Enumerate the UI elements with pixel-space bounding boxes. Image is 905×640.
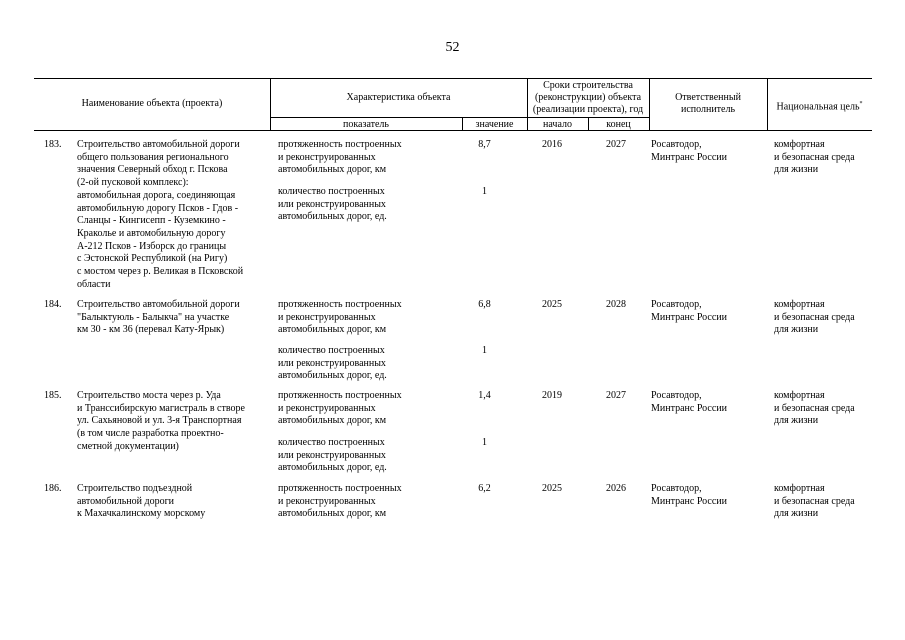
header-goal [767, 98, 872, 113]
header-end: конец [606, 119, 631, 130]
header-start: начало [543, 119, 572, 130]
row-185-executor: Росавтодор, Минтранс России [651, 390, 727, 414]
row-183-start: 2016 [542, 139, 562, 150]
header-value: значение [475, 119, 514, 130]
row-184-indicator-count: количество построенных или реконструированных автомобильных дорог, ед. [278, 345, 387, 382]
row-185-name: Строительство моста через р. Уда и Транссибирскую магистраль в створе ул. Сахьяновой и ул. 3-я Транспортная (в том числе разработка проектно- сметной документации) [77, 390, 245, 452]
row-184-indicator-length: протяженность построенных и реконструированных автомобильных дорог, км [278, 299, 402, 336]
row-183-indicator-length: протяженность построенных и реконструированных автомобильных дорог, км [278, 139, 402, 176]
row-183-executor: Росавтодор, Минтранс России [651, 139, 727, 163]
row-185-value-count: 1 [482, 437, 487, 448]
row-183-number: 183. [44, 139, 62, 150]
row-186-number: 186. [44, 483, 62, 494]
row-183-name: Строительство автомобильной дороги общего пользования регионального значения Северный обход г. Пскова (2-ой пусковой комплекс): автомобильная дорога, соединяющая автомобильную дорогу Псков - Гдов - Сланцы - Кингисепп - Куземкино - Краколье и автомобильную дорогу А-212 Псков - Изборск до границы с Эстонской Республикой (на Ригу) с мостом через р. Великая в Псковской области [77, 139, 244, 290]
row-184-value-count: 1 [482, 345, 487, 356]
row-186-end: 2026 [606, 483, 626, 494]
row-186-name: Строительство подъездной автомобильной дороги к Махачкалинскому морскому [77, 483, 206, 520]
header-terms: Сроки строительства (реконструкции) объекта (реализации проекта), год [532, 80, 644, 115]
row-186-value-length: 6,2 [478, 483, 491, 494]
header-goal-text: Национальная цель [776, 101, 860, 113]
row-184-value-length: 6,8 [478, 299, 491, 310]
row-186-start: 2025 [542, 483, 562, 494]
row-184-name: Строительство автомобильной дороги "Балыктуюль - Балыкча" на участке км 30 - км 36 (перевал Кату-Ярык) [77, 299, 240, 336]
row-184-start: 2025 [542, 299, 562, 310]
row-183-value-count: 1 [482, 186, 487, 197]
row-183-indicator-count: количество построенных или реконструированных автомобильных дорог, ед. [278, 186, 387, 223]
header-characteristics: Характеристика объекта [346, 92, 451, 103]
row-185-start: 2019 [542, 390, 562, 401]
row-183-goal: комфортная и безопасная среда для жизни [774, 139, 855, 176]
row-183-value-length: 8,7 [478, 139, 491, 150]
row-184-end: 2028 [606, 299, 626, 310]
row-184-goal: комфортная и безопасная среда для жизни [774, 299, 855, 336]
row-185-number: 185. [44, 390, 62, 401]
row-183-end: 2027 [606, 139, 626, 150]
row-184-executor: Росавтодор, Минтранс России [651, 299, 727, 323]
header-name-col: Наименование объекта (проекта) [81, 98, 223, 109]
row-186-goal: комфортная и безопасная среда для жизни [774, 483, 855, 520]
row-185-end: 2027 [606, 390, 626, 401]
header-executor: Ответственный исполнитель [675, 92, 741, 115]
row-185-indicator-length: протяженность построенных и реконструированных автомобильных дорог, км [278, 390, 402, 427]
subheader-rule [270, 117, 649, 118]
table-top-rule [34, 78, 872, 79]
row-184-number: 184. [44, 299, 62, 310]
row-185-goal: комфортная и безопасная среда для жизни [774, 390, 855, 427]
header-goal-mark: * [859, 101, 863, 107]
header-indicator: показатель [343, 119, 389, 130]
row-185-value-length: 1,4 [478, 390, 491, 401]
row-185-indicator-count: количество построенных или реконструированных автомобильных дорог, ед. [278, 437, 387, 474]
row-186-executor: Росавтодор, Минтранс России [651, 483, 727, 507]
page-number: 52 [445, 40, 460, 55]
row-186-indicator-length: протяженность построенных и реконструированных автомобильных дорог, км [278, 483, 402, 520]
